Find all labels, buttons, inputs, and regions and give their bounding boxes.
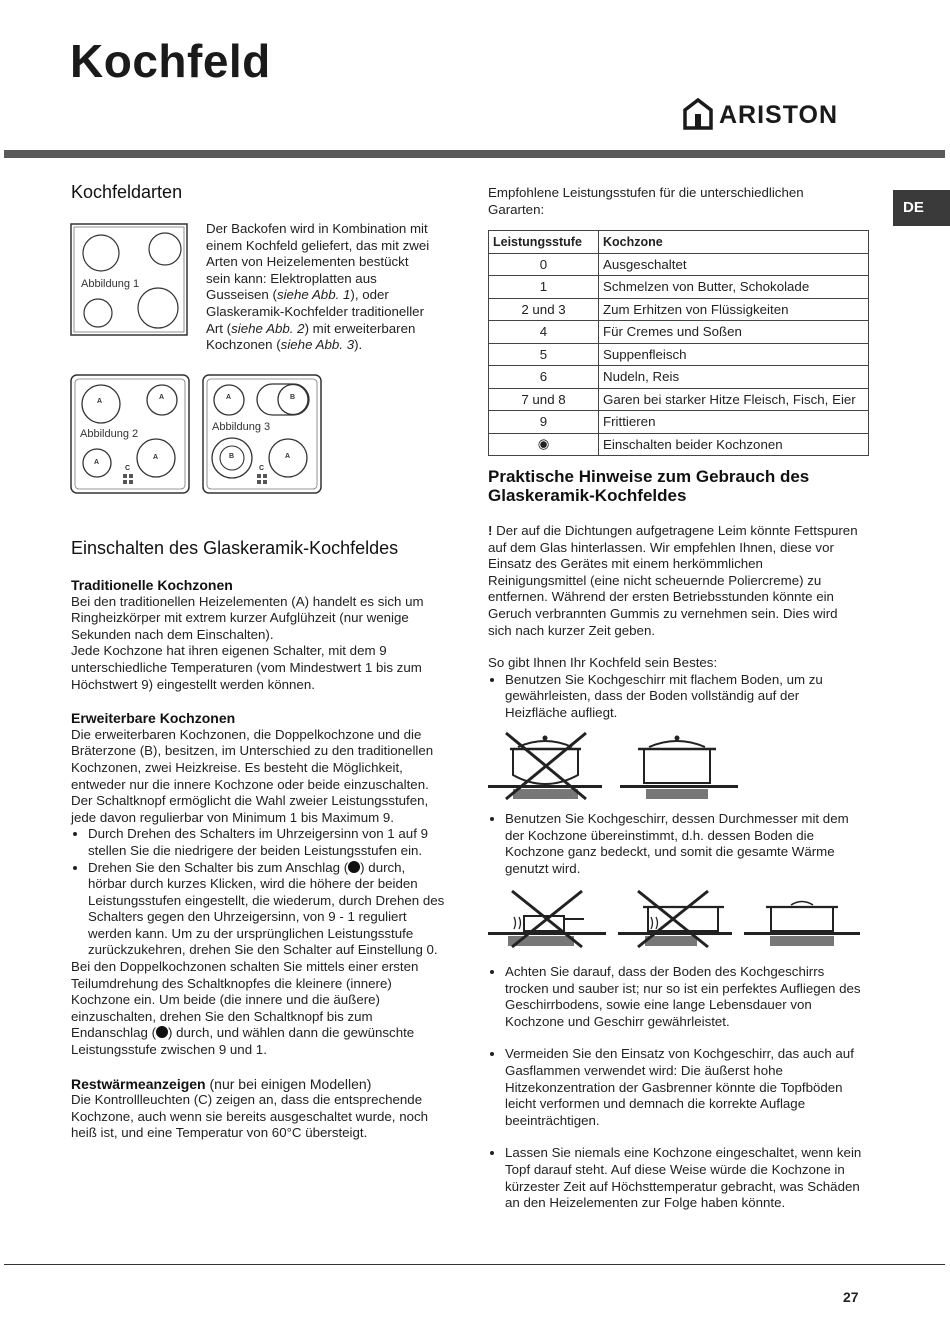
zone-a-label: A bbox=[226, 394, 232, 401]
zone-a-label: A bbox=[153, 454, 159, 461]
intro-line: Gusseisen (siehe Abb. 1), oder bbox=[206, 287, 389, 303]
intro-paragraph bbox=[206, 221, 446, 354]
intro-line: Arten von Heizelementen bestückt bbox=[206, 254, 409, 270]
list-item: • Benutzen Sie Kochgeschirr mit flachem Boden, um zu gewährleisten, dass der Boden vollständig auf der Heizfläche aufliegt. bbox=[505, 672, 862, 722]
level-cell: 6 bbox=[489, 366, 599, 389]
figure-1-label: Abbildung 1 bbox=[81, 278, 140, 290]
language-tab: DE bbox=[893, 190, 950, 226]
bullet-list bbox=[71, 826, 447, 959]
intro-line: Der Backofen wird in Kombination mit bbox=[206, 221, 428, 236]
bullet-list bbox=[488, 672, 862, 722]
level-cell: ◉ bbox=[489, 433, 599, 456]
power-level-table bbox=[488, 230, 869, 456]
list-item: • Durch Drehen des Schalters im Uhrzeigersinn von 1 auf 9 stellen Sie die niedrigere der beiden Leistungsstufen ein. bbox=[88, 826, 447, 859]
zone-b-label: B bbox=[229, 453, 235, 460]
table-row bbox=[489, 253, 869, 276]
intro-line: Kochzonen (siehe Abb. 3). bbox=[206, 337, 363, 353]
table-row bbox=[489, 276, 869, 299]
subheading-note: (nur bei einigen Modellen) bbox=[205, 1075, 372, 1092]
table-row bbox=[489, 321, 869, 344]
subheading-erweiterbare: Erweiterbare Kochzonen bbox=[71, 710, 236, 727]
brand-name: ARISTON bbox=[719, 101, 839, 129]
paragraph: Die Kontrollleuchten (C) zeigen an, dass die entsprechende Kochzone, auch wenn sie bereits ausgeschaltet wurde, noch heiß ist, und eine Temperatur von 60°C übersteigt. bbox=[71, 1092, 429, 1141]
page-title: Kochfeld bbox=[70, 35, 271, 87]
intro-line: Glaskeramik-Kochfelder traditioneller bbox=[206, 303, 425, 319]
subheading-traditionelle: Traditionelle Kochzonen bbox=[71, 577, 233, 593]
house-logo-icon bbox=[683, 98, 713, 130]
flat-bottom-pot-illustration bbox=[488, 727, 868, 803]
paragraph: Der Schaltknopf ermöglicht die Wahl zweier Leistungsstufen, jede davon regulierbar von Minimum 1 bis Maximum 9. bbox=[71, 793, 429, 825]
list-item: • Vermeiden Sie den Einsatz von Kochgeschirr, das auch auf Gasflammen verwendet wird: Die äußerst hohe Hitzekonzentration der Gasbrenner könnte die Topfböden leicht verformen und demnach die korrekte Auflage beeinträchtigen. bbox=[505, 1046, 862, 1129]
tip-2 bbox=[488, 811, 862, 877]
level-cell: 4 bbox=[489, 321, 599, 344]
figure-2-label: Abbildung 2 bbox=[80, 428, 139, 440]
zone-cell: Ausgeschaltet bbox=[599, 253, 869, 276]
zone-cell: Zum Erhitzen von Flüssigkeiten bbox=[599, 298, 869, 321]
paragraph-text: ) durch, und wählen dann die gewünschte Leistungsstufe zwischen 9 und 1. bbox=[71, 1025, 415, 1058]
footer-divider bbox=[4, 1264, 945, 1265]
table-header-row bbox=[489, 231, 869, 254]
pot-diameter-illustration bbox=[488, 885, 860, 953]
list-item bbox=[88, 860, 447, 960]
zone-cell: Frittieren bbox=[599, 411, 869, 434]
bullet-list bbox=[488, 964, 862, 1030]
bullet-list bbox=[488, 1145, 862, 1211]
intro-line: sein kann: Elektroplatten aus bbox=[206, 270, 377, 286]
warning-text: Der auf die Dichtungen aufgetragene Leim könnte Fettspuren auf dem Glas hinterlassen. Wir empfehlen Ihnen, diese vor Einsatz des Gerätes mit einem herkömmlichen Reinigungsmittel (eine nicht scheuernde Poliercreme) zu entfernen. Während der ersten Betriebsstunden könnte ein Geruch verbrannten Gummis zu vernehmen sein. Dies wird sich nach kurzer Zeit geben. bbox=[488, 523, 858, 638]
warning-paragraph bbox=[488, 523, 862, 639]
subheading-restwaerme: Restwärmeanzeigen bbox=[71, 1075, 206, 1092]
paragraph-text: Bei den Doppelkochzonen schalten Sie mittels einer ersten Teilumdrehung des Schaltknopfes die kleinere (innere) Kochzone ein. Um beide (die innere und die äußere) einzuschalten, drehen Sie den Schaltknopf bis zum Endanschlag ( bbox=[71, 959, 419, 1041]
list-item-text: ) durch, hörbar durch kurzes Klicken, wird die höhere der beiden Leistungsstufen eingestellt, die wiederum, durch Drehen des Schalters gegen den Uhrzeigersinn, von 9 - 1 reguliert werden kann. Um zu der ursprünglichen Leistungsstufe zurückzukehren, drehen Sie den Schalter auf Einstellung 0. bbox=[88, 859, 445, 958]
zone-a-label: A bbox=[97, 398, 103, 405]
level-cell: 1 bbox=[489, 276, 599, 299]
paragraph: Die erweiterbaren Kochzonen, die Doppelkochzone und die Bräterzone (B), besitzen, im Unterschied zu den traditionellen Kochzonen, zwei Heizkreise. Es besteht die Möglichkeit, entweder nur die innere Kochzone oder beide einzuschalten. bbox=[71, 726, 434, 792]
table-row bbox=[489, 343, 869, 366]
bullet-list bbox=[488, 811, 862, 877]
table-row bbox=[489, 433, 869, 456]
list-item: • Lassen Sie niemals eine Kochzone eingeschaltet, wenn kein Topf darauf steht. Auf diese Weise würde die Kochzone in kürzester Zeit auf Höchsttemperatur gebracht, was Schäden an den Heizelementen zur Folge haben könnte. bbox=[505, 1145, 862, 1211]
filled-circle-icon bbox=[348, 861, 360, 873]
paragraph: Bei den traditionellen Heizelementen (A) handelt es sich um Ringheizkörper mit extrem kurzer Aufglühzeit (nur wenige Sekunden nach dem Einschalten). bbox=[71, 593, 424, 642]
column-header: Kochzone bbox=[599, 231, 869, 254]
einschalten-body bbox=[71, 577, 447, 1142]
figure-3 bbox=[202, 374, 322, 494]
level-cell: 0 bbox=[489, 253, 599, 276]
list-item: • Achten Sie darauf, dass der Boden des Kochgeschirrs trocken und sauber ist; nur so ist ein perfektes Aufliegen des Geschirrbodens, sowie eine lange Lebensdauer von Kochzone und Geschirr gewährleistet. bbox=[505, 964, 862, 1030]
zone-a-label: A bbox=[285, 453, 291, 460]
paragraph bbox=[71, 959, 447, 1059]
table-row bbox=[489, 411, 869, 434]
zone-a-label: A bbox=[94, 459, 100, 466]
brand-logo bbox=[683, 98, 865, 132]
table-row bbox=[489, 366, 869, 389]
tips-3-5 bbox=[488, 964, 862, 1212]
paragraph: Jede Kochzone hat ihren eigenen Schalter, mit dem 9 unterschiedliche Temperaturen (vom Mindestwert 1 bis zum Höchstwert 9) eingestellt werden können. bbox=[71, 643, 422, 692]
zone-b-label: B bbox=[290, 394, 296, 401]
header-divider bbox=[4, 150, 945, 158]
hinweise-body bbox=[488, 523, 862, 722]
zone-cell: Nudeln, Reis bbox=[599, 366, 869, 389]
level-cell: 5 bbox=[489, 343, 599, 366]
intro-line: Art (siehe Abb. 2) mit erweiterbaren bbox=[206, 320, 416, 336]
bullet-list bbox=[488, 1046, 862, 1129]
zone-cell: Einschalten beider Kochzonen bbox=[599, 433, 869, 456]
table-row bbox=[489, 298, 869, 321]
level-cell: 7 und 8 bbox=[489, 388, 599, 411]
indicator-c-label: C bbox=[125, 465, 131, 472]
table-intro: Empfohlene Leistungsstufen für die unterschiedlichen Gararten: bbox=[488, 185, 804, 217]
zone-a-label: A bbox=[159, 394, 165, 401]
page-number: 27 bbox=[843, 1289, 859, 1305]
extendable-zone-hob-drawing bbox=[202, 374, 322, 494]
figure-2 bbox=[70, 374, 190, 494]
indicator-c-label: C bbox=[259, 465, 265, 472]
section-title-einschalten: Einschalten des Glaskeramik-Kochfeldes bbox=[71, 538, 399, 558]
zone-cell: Garen bei starker Hitze Fleisch, Fisch, Eier bbox=[599, 388, 869, 411]
table-row bbox=[489, 388, 869, 411]
figure-3-label: Abbildung 3 bbox=[212, 421, 271, 433]
zone-cell: Für Cremes und Soßen bbox=[599, 321, 869, 344]
intro-line: einem Kochfeld geliefert, das mit zwei bbox=[206, 237, 430, 253]
list-item: • Benutzen Sie Kochgeschirr, dessen Durchmesser mit dem der Kochzone übereinstimmt, d.h. dessen Boden die Kochzone ganz bedeckt, und somit die gesamte Wärme genutzt wird. bbox=[505, 811, 862, 877]
figure-1 bbox=[70, 223, 188, 336]
column-header: Leistungsstufe bbox=[489, 231, 599, 254]
warning-mark: ! bbox=[488, 523, 493, 538]
filled-circle-icon bbox=[156, 1026, 168, 1038]
zone-cell: Schmelzen von Butter, Schokolade bbox=[599, 276, 869, 299]
zone-cell: Suppenfleisch bbox=[599, 343, 869, 366]
level-cell: 9 bbox=[489, 411, 599, 434]
level-cell: 2 und 3 bbox=[489, 298, 599, 321]
paragraph: So gibt Ihnen Ihr Kochfeld sein Bestes: bbox=[488, 655, 718, 671]
list-item-text: Drehen Sie den Schalter bis zum Anschlag ( bbox=[88, 859, 349, 875]
section-title-kochfeldarten: Kochfeldarten bbox=[71, 182, 183, 202]
section-title-hinweise: Praktische Hinweise zum Gebrauch des Glaskeramik-Kochfeldes bbox=[488, 467, 810, 505]
